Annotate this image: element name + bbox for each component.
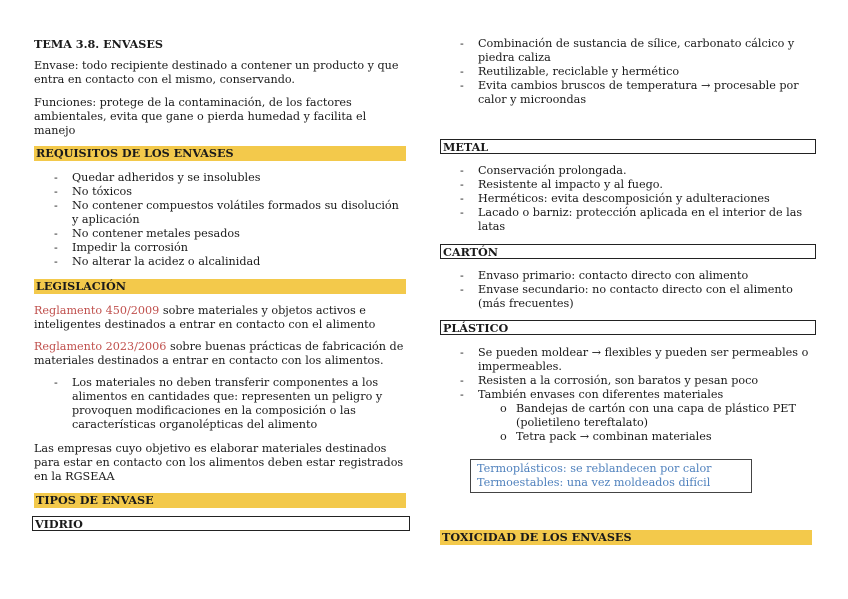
metal-heading: METAL <box>440 139 816 154</box>
vidrio-list <box>440 37 816 107</box>
note-line: Termoplásticos: se reblandecen por calor <box>477 462 712 475</box>
plastico-heading: PLÁSTICO <box>440 320 816 335</box>
plastico-list <box>440 346 816 402</box>
termoplasticos-note <box>470 459 752 493</box>
list-item: - Los materiales no deben transferir componentes a los alimentos en cantidades que: representen un peligro y provoquen modificaciones en la composición o las características organolépticas del alimento <box>34 376 386 432</box>
reglamento-2023-text: sobre buenas prácticas de fabricación de materiales destinados a entrar en contacto con los alimentos. <box>34 340 404 367</box>
list-item: - Lacado o barniz: protección aplicada en el interior de las latas <box>440 206 816 234</box>
list-item: - Envaso primario: contacto directo con alimento <box>440 269 816 283</box>
tipos-envase-heading: TIPOS DE ENVASE <box>34 493 406 508</box>
list-item: o Bandejas de cartón con una capa de plástico PET (polietileno tereftalato) <box>478 402 798 430</box>
requisitos-heading: REQUISITOS DE LOS ENVASES <box>34 146 406 161</box>
list-item: - Se pueden moldear → flexibles y pueden ser permeables o impermeables. <box>440 346 816 374</box>
list-item: - No contener metales pesados <box>34 227 408 241</box>
list-item: - Herméticos: evita descomposición y adulteraciones <box>440 192 816 206</box>
requisitos-list <box>34 171 408 269</box>
list-item: - Conservación prolongada. <box>440 164 816 178</box>
list-item: - Reutilizable, reciclable y hermético <box>440 65 816 79</box>
metal-list <box>440 164 816 234</box>
reglamento-2023-list <box>34 376 386 432</box>
list-item: - Impedir la corrosión <box>34 241 408 255</box>
list-item: - No tóxicos <box>34 185 408 199</box>
list-item: - No alterar la acidez o alcalinidad <box>34 255 408 269</box>
list-item: - No contener compuestos volátiles formados su disolución y aplicación <box>34 199 408 227</box>
reglamento-450-ref: Reglamento 450/2009 <box>34 304 160 317</box>
list-item: - Evita cambios bruscos de temperatura → procesable por calor y microondas <box>440 79 816 107</box>
list-item: - Resisten a la corrosión, son baratos y pesan poco <box>440 374 816 388</box>
list-item: - Quedar adheridos y se insolubles <box>34 171 408 185</box>
page-title: TEMA 3.8. ENVASES <box>34 37 163 51</box>
toxicidad-heading: TOXICIDAD DE LOS ENVASES <box>440 530 812 545</box>
carton-list <box>440 269 816 311</box>
reglamento-2023-ref: Reglamento 2023/2006 <box>34 340 167 353</box>
funciones-paragraph: Funciones: protege de la contaminación, de los factores ambientales, evita que gane o pierda humedad y facilita el manejo <box>34 96 367 137</box>
legislacion-heading: LEGISLACIÓN <box>34 279 406 294</box>
list-item: - Combinación de sustancia de sílice, carbonato cálcico y piedra caliza <box>440 37 816 65</box>
list-item: - Envase secundario: no contacto directo con el alimento (más frecuentes) <box>440 283 816 311</box>
carton-heading: CARTÓN <box>440 244 816 259</box>
list-item: - Resistente al impacto y al fuego. <box>440 178 816 192</box>
empresas-paragraph: Las empresas cuyo objetivo es elaborar materiales destinados para estar en contacto con los alimentos deben estar registrados en la RGSEAA <box>34 442 404 483</box>
note-line: Termoestables: una vez moldeados difícil <box>477 476 711 489</box>
list-item: o Tetra pack → combinan materiales <box>478 430 798 444</box>
reglamento-2023-paragraph <box>34 340 408 368</box>
reglamento-450-paragraph <box>34 304 408 332</box>
envase-definition: Envase: todo recipiente destinado a contener un producto y que entra en contacto con el mismo, conservando. <box>34 59 399 86</box>
vidrio-heading: VIDRIO <box>32 516 410 531</box>
list-item: - También envases con diferentes materiales <box>440 388 816 402</box>
reglamento-450-text: sobre materiales y objetos activos e inteligentes destinados a entrar en contacto con el alimento <box>34 304 376 331</box>
plastico-sublist <box>478 402 798 444</box>
